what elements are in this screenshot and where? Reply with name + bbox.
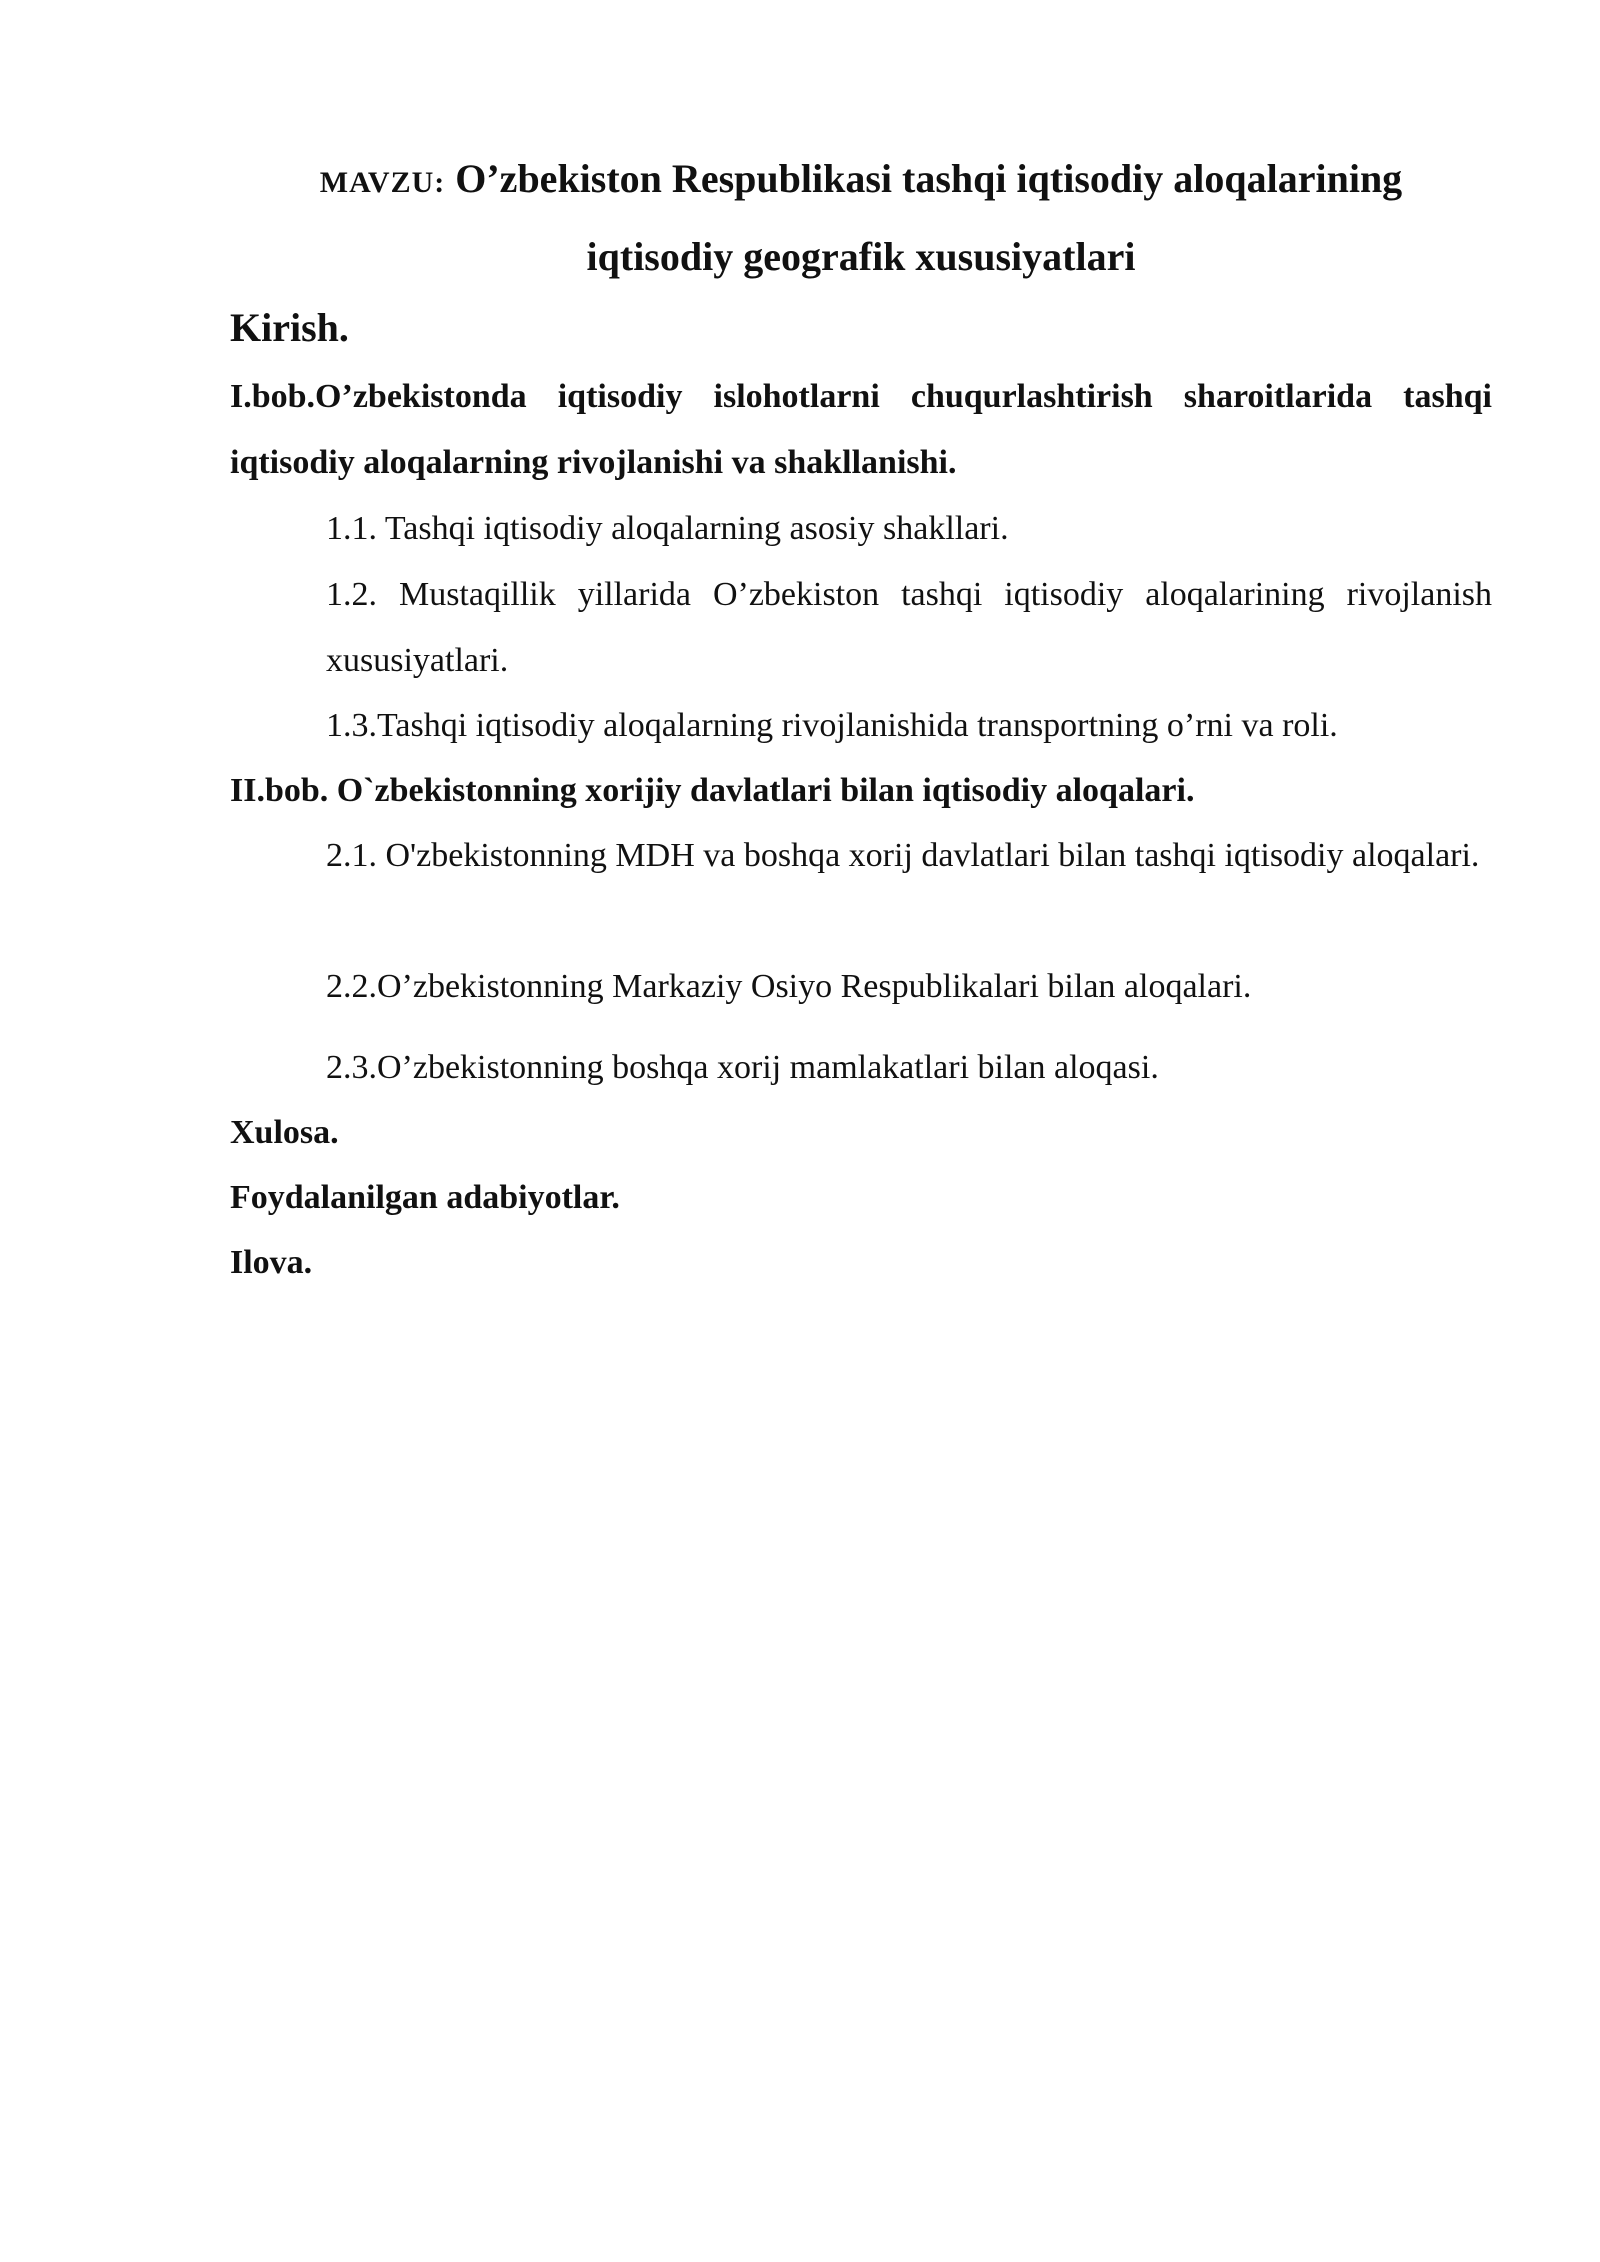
section-2-2: 2.2.O’zbekistonning Markaziy Osiyo Respublikalari bilan aloqalari. [326, 968, 1252, 1005]
section-1-3: 1.3.Tashqi iqtisodiy aloqalarning rivojlanishida transportning o’rni va roli. [326, 707, 1338, 744]
chapter-2-heading: II.bob. O`zbekistonning xorijiy davlatlari bilan iqtisodiy aloqalari. [230, 772, 1195, 809]
title-label: MAVZU: [319, 166, 446, 199]
conclusion-heading: Xulosa. [230, 1114, 339, 1151]
references-heading: Foydalanilgan adabiyotlar. [230, 1179, 620, 1216]
title-line-1: O’zbekiston Respublikasi tashqi iqtisodiy aloqalarining [455, 156, 1403, 201]
appendix-heading: Ilova. [230, 1244, 313, 1281]
chapter-1-heading: I.bob.O’zbekistonda iqtisodiy islohotlarni chuqurlashtirish sharoitlarida tashqi iqtisodiy aloqalarning rivojlanishi va shakllanishi. [230, 378, 1492, 481]
intro-heading: Kirish. [230, 305, 349, 350]
section-1-1: 1.1. Tashqi iqtisodiy aloqalarning asosiy shakllari. [326, 510, 1009, 547]
title-line-2: iqtisodiy geografik xususiyatlari [586, 234, 1136, 279]
section-2-3: 2.3.O’zbekistonning boshqa xorij mamlakatlari bilan aloqasi. [326, 1049, 1159, 1086]
section-2-1: 2.1. O'zbekistonning MDH va boshqa xorij davlatlari bilan tashqi iqtisodiy aloqalari. [326, 837, 1480, 874]
section-1-2: 1.2. Mustaqillik yillarida O’zbekiston tashqi iqtisodiy aloqalarining rivojlanish xususiyatlari. [326, 576, 1492, 679]
document-title [230, 142, 1492, 294]
